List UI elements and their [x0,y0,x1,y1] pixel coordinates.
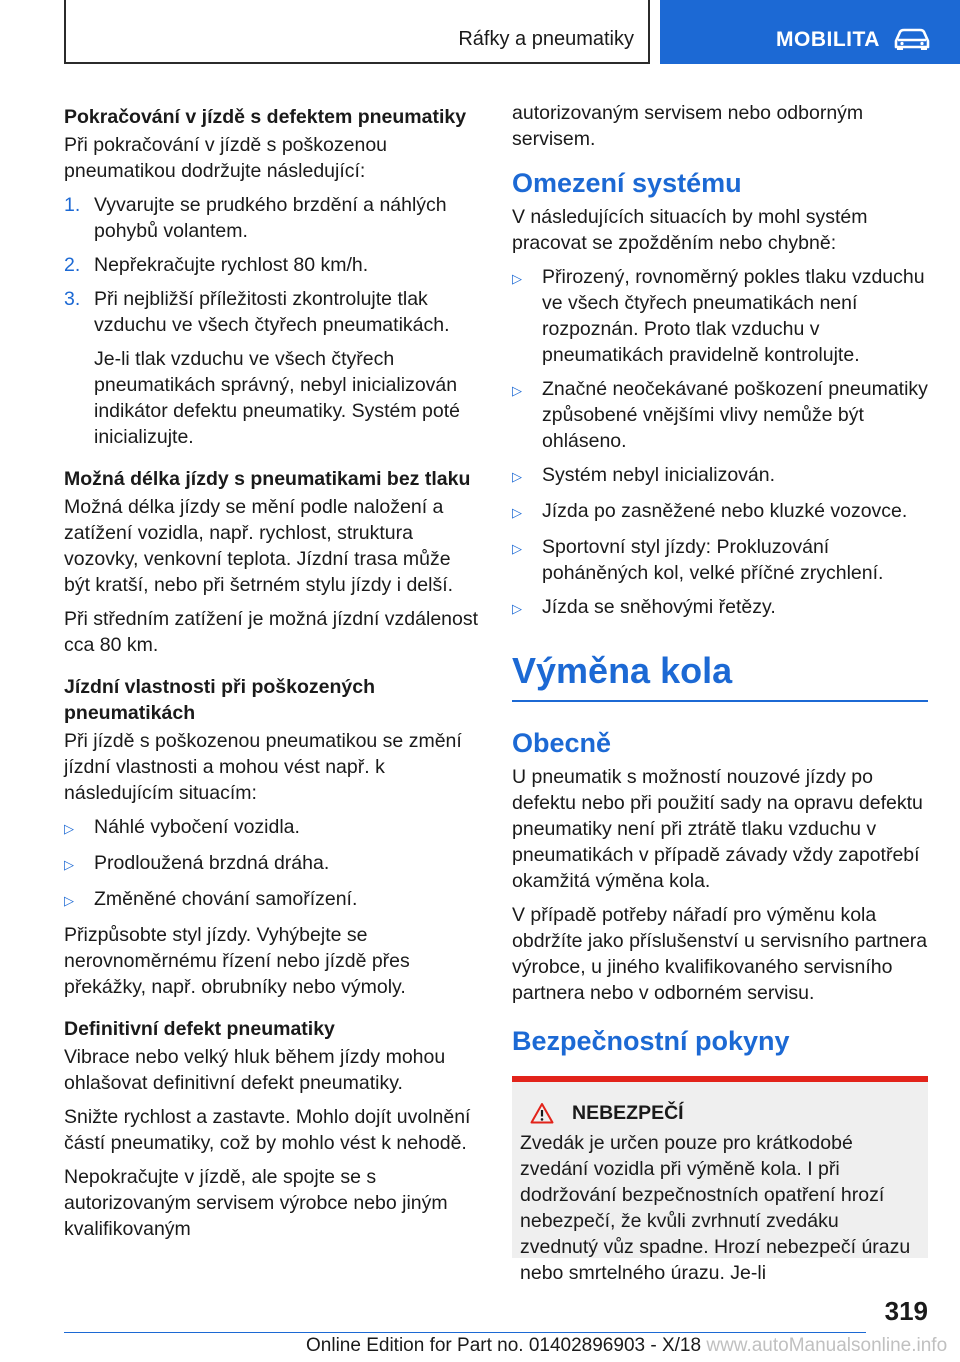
step-text: Vyvarujte se prudkého brzdění a náhlých pohybů volantem. [94,194,447,242]
warning-label: NEBEZPEČÍ [572,1102,684,1124]
paragraph: Přizpůsobte styl jízdy. Vyhýbejte se nerovnoměrnému řízení nebo jízdě přes překážky, např. obrubníky nebo výmoly. [64,924,410,998]
heading-wheel-change: Výměna kola [512,650,733,691]
heading-definitive-defect: Definitivní defekt pneumatiky [64,1018,335,1040]
warning-header [520,1100,920,1126]
heading-flat-tire-driving: Pokračování v jízdě s defektem pneumatiky [64,106,467,128]
list-item [64,850,480,878]
warning-triangle-icon [530,1102,554,1124]
triangle-bullet-icon: ▷ [64,893,74,908]
list-item [512,498,928,526]
paragraph: V případě potřeby nářadí pro výměnu kola obdržíte jako příslušenství u servisního partnera výrobce, u jiného kvalifikovaného servisního partnera nebo v odborném servisu. [512,904,928,1004]
watermark: www.autoManualsonline.info [706,1335,948,1356]
list-item [512,462,928,490]
page-header [0,0,960,66]
step-text: Při nejbližší příležitosti zkontrolujte tlak vzduchu ve všech čtyřech pneumatikách. [94,288,450,336]
paragraph: Při středním zatížení je možná jízdní vzdálenost cca 80 km. [64,608,479,656]
paragraph: Při jízdě s poškozenou pneumatikou se změní jízdní vlastnosti a mohou vést např. k následujícím situacím: [64,730,462,804]
list-item [64,886,480,914]
list-item-text: Prodloužená brzdná dráha. [94,852,330,874]
list-item-text: Přirozený, rovnoměrný pokles tlaku vzduchu ve všech čtyřech pneumatikách není rozpoznán. Proto tlak vzduchu v pneumatikách pravidelně kontrolujte. [542,266,925,366]
list-item-text: Jízda se sněhovými řetězy. [542,596,776,618]
triangle-bullet-icon: ▷ [512,541,522,556]
edition-text: Online Edition for Part no. 01402896903 - X/18 [306,1335,702,1356]
heading-range: Možná délka jízdy s pneumatikami bez tlaku [64,468,471,490]
warning-text: Zvedák je určen pouze pro krátkodobé zvedání vozidla při výměně kola. I při dodržování bezpečnostních opatření hrozí nebezpečí, že kvůli zvrhnutí zvedáku zvednutý vůz spadne. Hrozí nebezpečí úrazu nebo smrtelného úrazu. Je-li [520,1132,911,1284]
paragraph: Vibrace nebo velký hluk během jízdy mohou ohlašovat definitivní defekt pneumatiky. [64,1046,446,1094]
paragraph: Při pokračování v jízdě s poškozenou pneumatikou dodržujte následující: [64,134,388,182]
list-item [512,264,928,368]
list-item [512,534,928,586]
list-item-text: Systém nebyl inicializován. [542,464,776,486]
paragraph: Možná délka jízdy se mění podle naložení a zatížení vozidla, např. rychlost, struktura vozovky, venkovní teplota. Jízdní trasa může být kratší, nebo při šetrném stylu jízdy i delší. [64,496,454,596]
page-number: 319 [884,1296,928,1326]
list-item-text: Jízda po zasněžené nebo kluzké vozovce. [542,500,908,522]
triangle-bullet-icon: ▷ [64,821,74,836]
heading-safety: Bezpečnostní pokyny [512,1026,790,1056]
list-item-text: Náhlé vybočení vozidla. [94,816,300,838]
paragraph: Snižte rychlost a zastavte. Mohlo dojít uvolnění částí pneumatiky, což by mohlo vést k nehodě. [64,1106,471,1154]
step-note: Je-li tlak vzduchu ve všech čtyřech pneumatikách správný, nebyl inicializován indikátor defektu pneumatiky. Systém poté inicializujte. [94,348,460,448]
numbered-step [64,286,480,338]
list-item-text: Změněné chování samořízení. [94,888,358,910]
paragraph: autorizovaným servisem nebo odborným servisem. [512,102,864,150]
triangle-bullet-icon: ▷ [512,505,522,520]
triangle-bullet-icon: ▷ [512,601,522,616]
right-column [512,100,928,1284]
triangle-bullet-icon: ▷ [512,271,522,286]
heading-system-limits: Omezení systému [512,168,742,198]
list-item-text: Značné neočekávané poškození pneumatiky způsobené vnějšími vlivy nemůže být ohláseno. [542,378,928,452]
footer-rule [64,1332,866,1333]
list-item [512,376,928,454]
heading-rule [512,700,928,702]
triangle-bullet-icon: ▷ [512,383,522,398]
step-text: Nepřekračujte rychlost 80 km/h. [94,254,369,276]
paragraph: V následujících situacích by mohl systém pracovat se zpožděním nebo chybně: [512,206,868,254]
numbered-step [64,192,480,244]
numbered-step [64,252,480,278]
step-number: 2. [64,254,81,276]
left-column [64,100,480,1250]
list-item [64,814,480,842]
step-number: 1. [64,194,81,216]
heading-handling: Jízdní vlastnosti při poškozených pneumatikách [64,676,375,724]
footer-edition [306,1335,947,1357]
paragraph: U pneumatik s možností nouzové jízdy po defektu nebo při použití sady na opravu defektu pneumatiky není při ztrátě tlaku vzduchu v pneumatikách v případě závady vždy zapotřebí okamžitá výměna kola. [512,766,923,892]
heading-general: Obecně [512,728,612,758]
step-number: 3. [64,288,81,310]
triangle-bullet-icon: ▷ [64,857,74,872]
paragraph: Nepokračujte v jízdě, ale spojte se s autorizovaným servisem výrobce nebo jiným kvalifikovaným [64,1166,448,1240]
section-tab [64,0,650,64]
list-item-text: Sportovní styl jízdy: Prokluzování poháněných kol, velké příčné zrychlení. [542,536,884,584]
chapter-tab [660,0,960,64]
triangle-bullet-icon: ▷ [512,469,522,484]
list-item [512,594,928,622]
danger-warning-box [512,1076,928,1284]
car-icon [892,27,932,51]
section-title: Ráfky a pneumatiky [458,28,634,50]
chapter-title: MOBILITA [776,28,880,51]
